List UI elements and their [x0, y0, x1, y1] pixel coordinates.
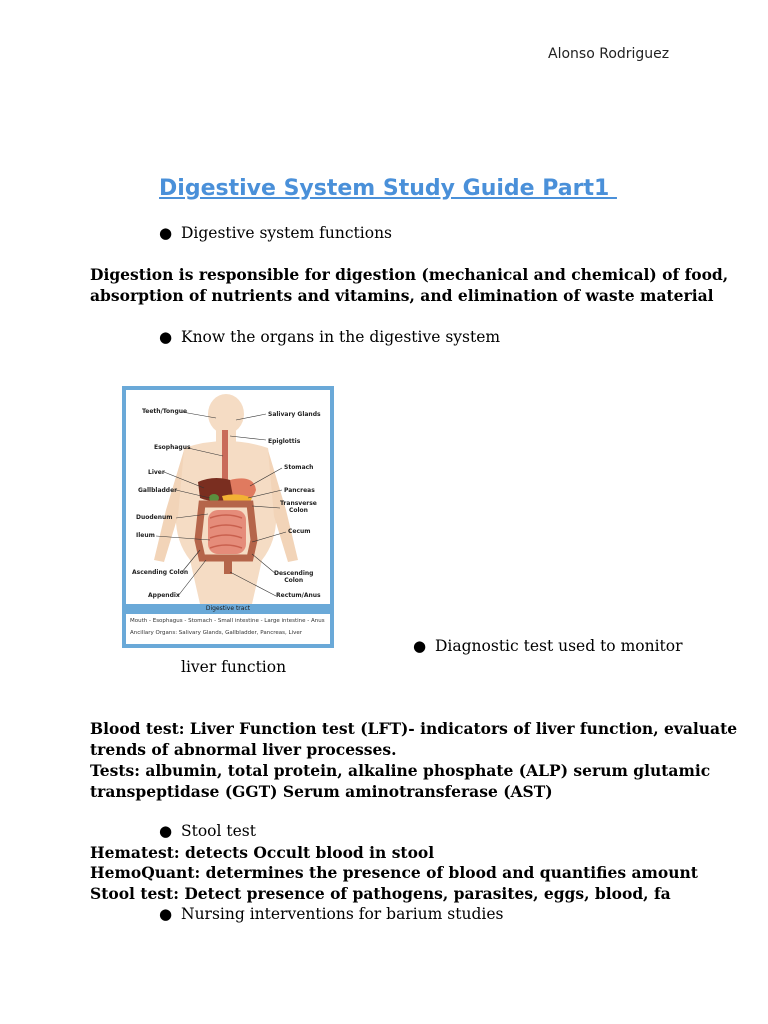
label-gallbladder: Gallbladder [138, 487, 178, 494]
figure-caption-line-2: Ancillary Organs: Salivary Glands, Gallbladder, Pancreas, Liver [130, 630, 303, 636]
bullet-diagnostic-text: Diagnostic test used to monitor [435, 637, 683, 655]
bullet-stool [159, 821, 256, 841]
bullet-dot: ● [159, 822, 173, 840]
digestive-system-figure [122, 386, 334, 648]
label-epiglottis: Epiglottis [268, 438, 301, 445]
bullet-stool-text: Stool test [181, 822, 256, 840]
hematest-line: Hematest: detects Occult blood in stool [90, 843, 435, 862]
bullet-dot: ● [159, 905, 173, 923]
figure-canvas [126, 390, 330, 644]
rectum-shape [224, 556, 232, 574]
label-teeth-tongue: Teeth/Tongue [142, 408, 188, 415]
label-transverse-colon: Transverse Colon [280, 500, 317, 514]
figure-caption-title: Digestive tract [126, 604, 330, 614]
label-ileum: Ileum [136, 532, 155, 539]
bullet-nursing-text: Nursing interventions for barium studies [181, 905, 504, 923]
hemoquant-line: HemoQuant: determines the presence of blood and quantifies amount [90, 863, 698, 882]
functions-paragraph: Digestion is responsible for digestion (mechanical and chemical) of food, absorption of nutrients and vitamins, and elimination of waste material [90, 265, 729, 305]
diagnostic-continuation: liver function [181, 658, 287, 676]
bullet-functions-text: Digestive system functions [181, 224, 393, 242]
label-cecum: Cecum [288, 528, 311, 535]
bullet-diagnostic [413, 636, 683, 656]
page-title: Digestive System Study Guide Part1 [159, 176, 617, 201]
figure-caption-line-1: Mouth - Esophagus - Stomach - Small intestine - Large intestine - Anus [130, 618, 325, 624]
blood-test-paragraph: Blood test: Liver Function test (LFT)- indicators of liver function, evaluate trends of abnormal liver processes. [90, 719, 738, 759]
label-salivary-glands: Salivary Glands [268, 411, 321, 418]
author-name: Alonso Rodriguez [548, 46, 670, 62]
bullet-organs-text: Know the organs in the digestive system [181, 328, 501, 346]
label-duodenum: Duodenum [136, 514, 173, 521]
bullet-organs [159, 327, 501, 347]
label-pancreas: Pancreas [284, 487, 315, 494]
label-stomach: Stomach [284, 464, 314, 471]
label-descending-colon: Descending Colon [274, 570, 314, 584]
label-ascending-colon: Ascending Colon [132, 569, 189, 576]
esophagus-shape [222, 430, 228, 486]
tests-paragraph: Tests: albumin, total protein, alkaline phosphate (ALP) serum glutamic transpeptidase (GGT) Serum aminotransferase (AST) [90, 761, 711, 801]
bullet-dot: ● [159, 328, 173, 346]
bullet-nursing [159, 904, 504, 924]
label-liver: Liver [148, 469, 165, 476]
label-appendix: Appendix [148, 592, 180, 599]
bullet-dot: ● [159, 224, 173, 242]
label-esophagus: Esophagus [154, 444, 191, 451]
bullet-dot: ● [413, 637, 427, 655]
label-rectum-anus: Rectum/Anus [276, 592, 321, 599]
bullet-functions [159, 223, 393, 243]
stool-detect-line: Stool test: Detect presence of pathogens, parasites, eggs, blood, fa [90, 884, 671, 903]
